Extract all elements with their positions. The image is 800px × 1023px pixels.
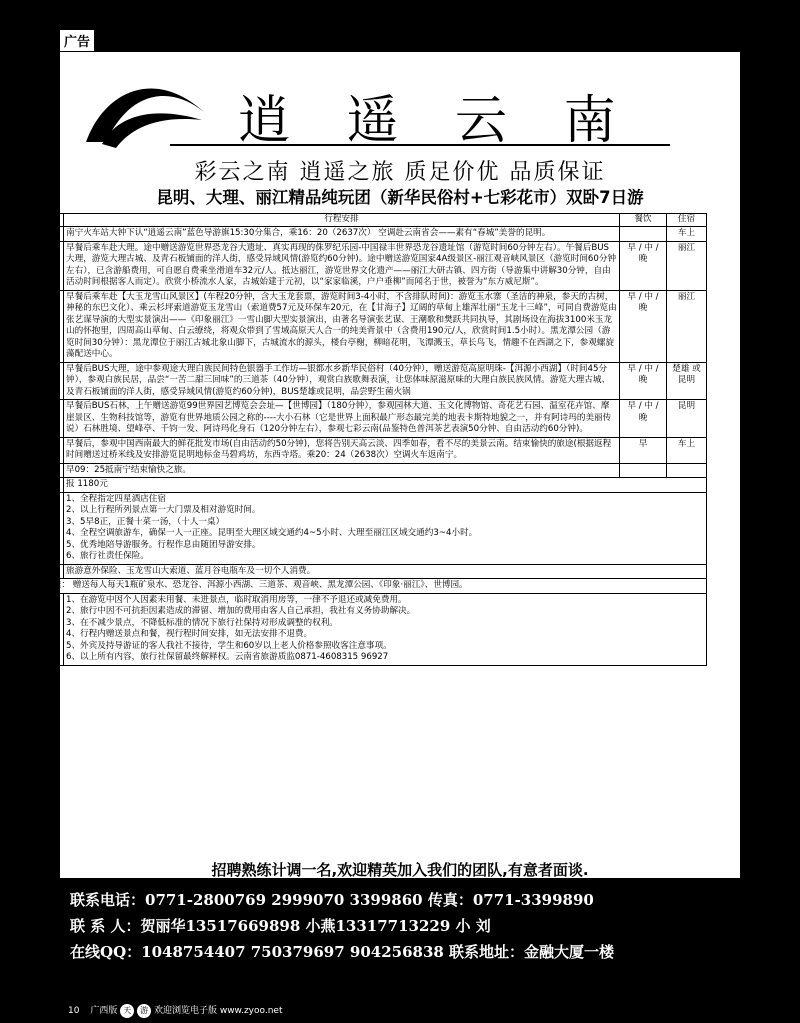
meal-cell: 早 / 中 / 晚 [620,400,667,438]
meal-cell: 早 [620,437,667,463]
list-item: 6、以上所有内容，旅行社保留最终解释权。云南省旅游质监0871-4608315 96927 [66,652,389,662]
price-value: 报 1180元 [64,478,707,493]
brand-badge: 天 [120,1004,134,1018]
page-number: 10 [68,1006,80,1016]
meal-cell: 早 / 中 / 晚 [620,362,667,400]
exclude-row [25,564,707,579]
contact-qq-address: 在线QQ：1048754407 750379697 904256838 联系地址：金融大厦一楼 [70,943,615,961]
list-item: 5、外宾及持导游证的客人我社不接待，学生和60岁以上老人价格参照收客注意事项。 [66,640,392,651]
table-row [25,241,707,290]
notes-row [25,593,707,665]
slogan: 彩云之南 逍遥之旅 质足价优 品质保证 [194,160,606,185]
stay-cell: 楚雄 或 昆明 [667,362,707,400]
exclude-label: 不含 [25,564,64,579]
price-label: 报价 [25,478,64,493]
itinerary-cell: 早餐后，参观中国西南最大的鲜花批发市场(自由活动约50分钟)，您将告别天高云淡、四季如春，看不尽的美景云南。结束愉快的旅途(根据返程时间赠送过桥米线及安排游览昆明地标金马碧鸡坊，东西寺塔。乘20：24（2638次）空调火车返南宁。 [64,437,620,463]
list-item: 4、行程内赠送景点和餐，视行程时间安排，如无法安排不退费。 [66,629,313,639]
list-item: 3、在不减少景点，不降低标准的情况下旅行社保持对形成调整的权利。 [66,617,338,628]
list-item: 6、旅行社责任保险。 [66,551,149,561]
day-cell: D2 [25,241,64,290]
fee-list [64,492,707,564]
stay-cell [667,463,707,478]
col-itinerary: 行程安排 [64,214,620,227]
contact-phone: 联系电话：0771-2800769 2999070 3399860 传真：0771-3399890 [70,891,594,909]
gift-label: 特别赠送： [27,580,70,590]
list-item: 2、以上行程所列景点第一大门票及相对游览时间。 [66,505,261,515]
stay-cell: 丽江 [667,241,707,290]
list-item: 1、在游览中因个人因素未用餐、未进景点，临时取消用房等，一律不予退还或减免费用。 [66,594,407,605]
day-cell: D3 [25,290,64,362]
list-item: 2、旅行中因不可抗拒因素造成的滞留、增加的费用由客人自己承担，我社有义务协助解决。 [66,606,416,616]
table-row [25,227,707,242]
price-row [25,478,707,493]
day-cell: D1 [25,227,64,242]
itinerary-cell: 早餐后乘车赴大理。途中赠送游览世界恐龙谷大遗址、真实再现的侏罗纪乐园-中国禄丰世界恐龙谷遗址馆（游览时间60分钟左右）。午餐后BUS大理，游览大理古城、及青石板铺面的洋人街，感受异域风情(游览约60分钟)。途中赠送游览国家4A级景区-丽江观音峡风景区（游览时间60分钟左右），已含游船费用，可自愿自费乘坐滑道车32元/人。抵达丽江，游览世界文化遗产——丽江大研古镇、四方街（导游集中讲解30分钟，自由活动时间根据客人而定）。欣赏小桥流水人家，古城始建于元初，以“家家临溪，户户垂柳”而闻名于世，被誉为“东方威尼斯”。 [64,241,620,290]
itinerary-cell: 早餐后BUS石林，上午赠送游览99世界园艺博览会会址—【世博园】（180分钟），参观园林大道、玉文化博物馆、奇花艺石园、温室花卉馆、摩崖景区、生物科技馆等，游览有世界地质公园之称的----大小石林（它是世界上面积最广形态最完美的地表卡斯特地貌之一，并有阿诗玛的美丽传说）石林胜境、望峰亭、千钧一发、阿诗玛化身石（120分钟左右），参观七彩云南(品鉴特色普洱茶艺表演50分钟、自由活动约60分钟)。 [64,400,620,438]
page-footer [68,1003,282,1018]
table-row [25,400,707,438]
recruit-banner: 招聘熟练计调一名,欢迎精英加入我们的团队,有意者面谈. [211,861,589,879]
brand-badge: 游 [137,1004,151,1018]
stay-cell: 丽江 [667,290,707,362]
gift-value: 赠送每人每天1瓶矿泉水、恐龙谷、洱源小西湖、三道茶、观音峡、黑龙潭公园、《印象·丽江》、世博园。 [72,580,468,590]
swoosh-logo-icon [84,72,214,152]
day-cell: D7 [25,463,64,478]
list-item: 4、全程空调旅游车，确保一人一正座。昆明至大理区域交通约4~5小时、大理至丽江区域交通约3~4小时。 [66,528,478,538]
day-cell: D5 [25,400,64,438]
table-row [25,362,707,400]
edition-label: 广西版 [90,1006,118,1016]
notes-list [64,593,707,665]
fee-label: 费 用 包 含 [25,492,64,564]
footer-url-text[interactable]: 欢迎浏览电子版 www.zyoo.net [153,1006,283,1016]
meal-cell [620,227,667,242]
meal-cell: 早 / 中 / 晚 [620,290,667,362]
itinerary-cell: 早09：25抵南宁结束愉快之旅。 [64,463,620,478]
col-meal: 餐饮 [620,214,667,227]
table-row [25,437,707,463]
exclude-value: 旅游意外保险、玉龙雪山大索道、蓝月谷电瓶车及一切个人消费。 [64,564,707,579]
stay-cell: 车上 [667,227,707,242]
title-underline [170,144,670,146]
gift-row [25,579,707,594]
list-item: 5、优秀地陪导游服务。行程作息由随团导游安排。 [66,539,261,550]
stay-cell: 车上 [667,437,707,463]
col-stay: 住宿 [667,214,707,227]
col-date: 日期 [25,214,64,227]
itinerary-cell: 早餐后BUS大理，途中参观途大理白族民间特色银器手工作坊—银都水乡新华民俗村（40分钟），赠送游览高原明珠-【洱源小西湖】（时间45分钟），参观白族民居，品尝“一苦二甜三回味”的三道茶（40分钟），观赏白族歌舞表演，让您体味原滋原味的大理白族民族风情。游览大理古城、及青石板铺面的洋人街，感受异域风情(游览约60分钟)，BUS楚雄或昆明，品尝野生菌火锅 [64,362,620,400]
day-cell: D6 [25,437,64,463]
tour-headline: 昆明、大理、丽江精品纯玩团（新华民俗村+七彩花市）双卧7日游 [156,188,644,207]
fee-row [25,492,707,564]
stay-cell: 昆明 [667,400,707,438]
contact-person: 联 系 人：贺丽华13517669898 小燕13317713229 小 刘 [70,917,491,935]
table-row [25,463,707,478]
advert-page [27,52,740,879]
meal-cell [620,463,667,478]
list-item: 1、全程指定四星酒店住宿 [66,493,166,504]
meal-cell: 早 / 中 / 晚 [620,241,667,290]
day-cell: D4 [25,362,64,400]
itinerary-table [24,213,707,666]
gift-cell [25,579,707,594]
itinerary-cell: 南宁火车站大钟下认“逍遥云南”蓝色导游旗15:30分集合，乘16：20（2637次） 空调赴云南省会——素有“春城”美誉的昆明。 [64,227,620,242]
main-title: 逍 遥 云 南 [238,91,636,151]
notes-label: 特 别 提 示 [25,593,64,665]
list-item: 3、5早8正，正餐十菜一汤，（十人一桌） [66,516,225,527]
table-row [25,290,707,362]
itinerary-cell: 早餐后乘车赴【大玉龙雪山风景区】(车程20分钟，含大玉龙套票，游览时间3-4小时，不含排队时间)：游览玉水寨（圣洁的神泉，参天的古树，神秘的东巴文化）、乘云杉坪索道游览玉龙雪山（索道费57元及环保车20元，在【甘海子】辽阔的草甸上雄浑壮丽“玉龙十三峰”，可同自费游览由张艺谋导演的大型实景演出——《印象丽江》一雪山脚大型实景演出，由著名导演张艺谋、王潮歌和樊跃共同执导，其剧场设在海拔3100米玉龙山的怀抱里，四周高山草甸、白云缭绕，将观众带到了雪域高原天人合一的纯美背景中（含费用190元/人，欣赏时间1.5小时）。黑龙潭公园（游览时间30分钟）：黑龙潭位于丽江古城北象山脚下，古城流水的源头，楼台亭榭，柳暗花明，飞潭溅玉，草长鸟飞，情趣不在西湖之下，参观螺旋藻配送中心。 [64,290,620,362]
ad-tag: 广告 [60,30,94,51]
